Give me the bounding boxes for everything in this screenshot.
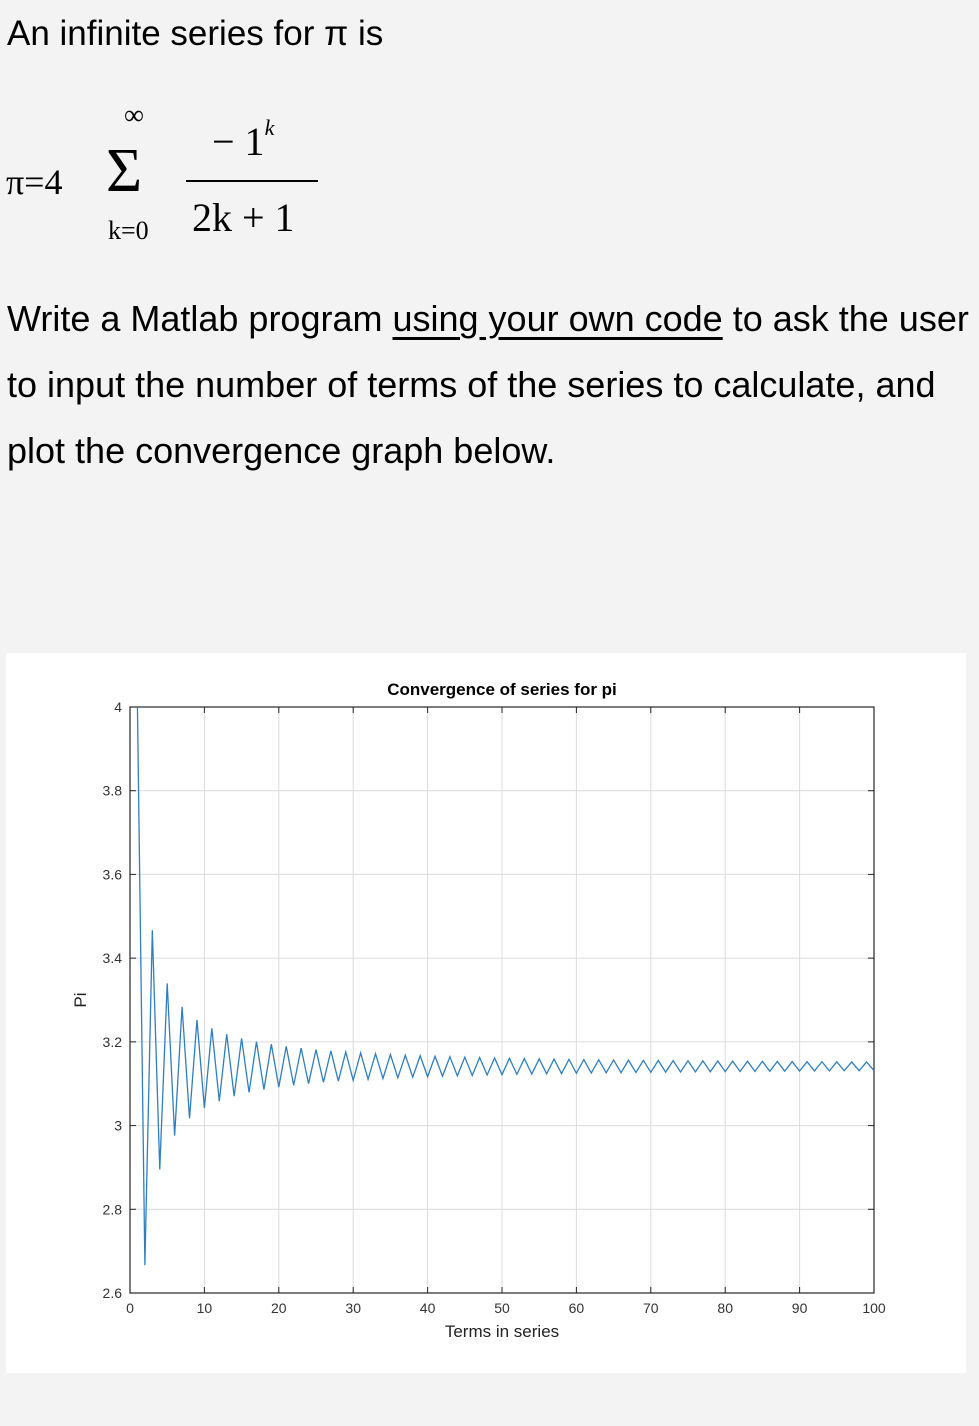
x-tick-label: 70 bbox=[643, 1300, 659, 1316]
x-tick-label: 0 bbox=[126, 1300, 134, 1316]
x-tick-label: 90 bbox=[791, 1300, 808, 1316]
x-tick-label: 20 bbox=[271, 1300, 287, 1316]
formula-numerator bbox=[212, 114, 275, 164]
y-tick-label: 2.8 bbox=[102, 1201, 122, 1218]
y-tick-label: 2.6 bbox=[102, 1285, 122, 1301]
y-tick-label: 3 bbox=[114, 1117, 122, 1134]
formula-upper-limit: ∞ bbox=[124, 100, 144, 131]
instruction-underlined: using your own code bbox=[392, 298, 723, 339]
y-tick-label: 4 bbox=[114, 699, 122, 715]
y-tick-label: 3.6 bbox=[102, 866, 122, 883]
intro-text: An infinite series for π is bbox=[7, 14, 384, 53]
formula-lhs: π=4 bbox=[6, 162, 63, 202]
formula-denominator: 2k + 1 bbox=[192, 195, 295, 240]
chart-title: Convergence of series for pi bbox=[387, 680, 617, 699]
instruction-part2: to ask the user to input the number of terms of the series to calculate, and plot the convergence graph below. bbox=[7, 298, 969, 471]
convergence-chart bbox=[6, 653, 966, 1373]
chart-panel bbox=[6, 653, 966, 1373]
x-tick-label: 50 bbox=[494, 1300, 510, 1316]
x-tick-label: 80 bbox=[717, 1300, 733, 1316]
formula-exponent: k bbox=[264, 114, 275, 140]
formula-numerator-base: − 1 bbox=[212, 119, 265, 164]
y-axis-label: Pi bbox=[71, 992, 90, 1008]
y-tick-label: 3.4 bbox=[102, 950, 122, 967]
instruction-paragraph bbox=[7, 286, 972, 484]
x-tick-label: 40 bbox=[419, 1300, 436, 1316]
x-tick-label: 60 bbox=[568, 1300, 585, 1316]
instruction-part1: Write a Matlab program bbox=[7, 298, 393, 339]
formula-sigma: Σ bbox=[106, 137, 143, 205]
y-tick-label: 3.8 bbox=[102, 782, 122, 799]
formula-lower-limit: k=0 bbox=[108, 216, 149, 245]
y-tick-label: 3.2 bbox=[102, 1033, 122, 1050]
x-tick-label: 10 bbox=[196, 1300, 213, 1316]
formula-fraction-bar bbox=[186, 180, 318, 182]
pi-series-formula bbox=[0, 100, 340, 260]
x-tick-label: 100 bbox=[862, 1300, 886, 1316]
x-axis-label: Terms in series bbox=[444, 1322, 560, 1341]
x-tick-label: 30 bbox=[345, 1300, 361, 1316]
